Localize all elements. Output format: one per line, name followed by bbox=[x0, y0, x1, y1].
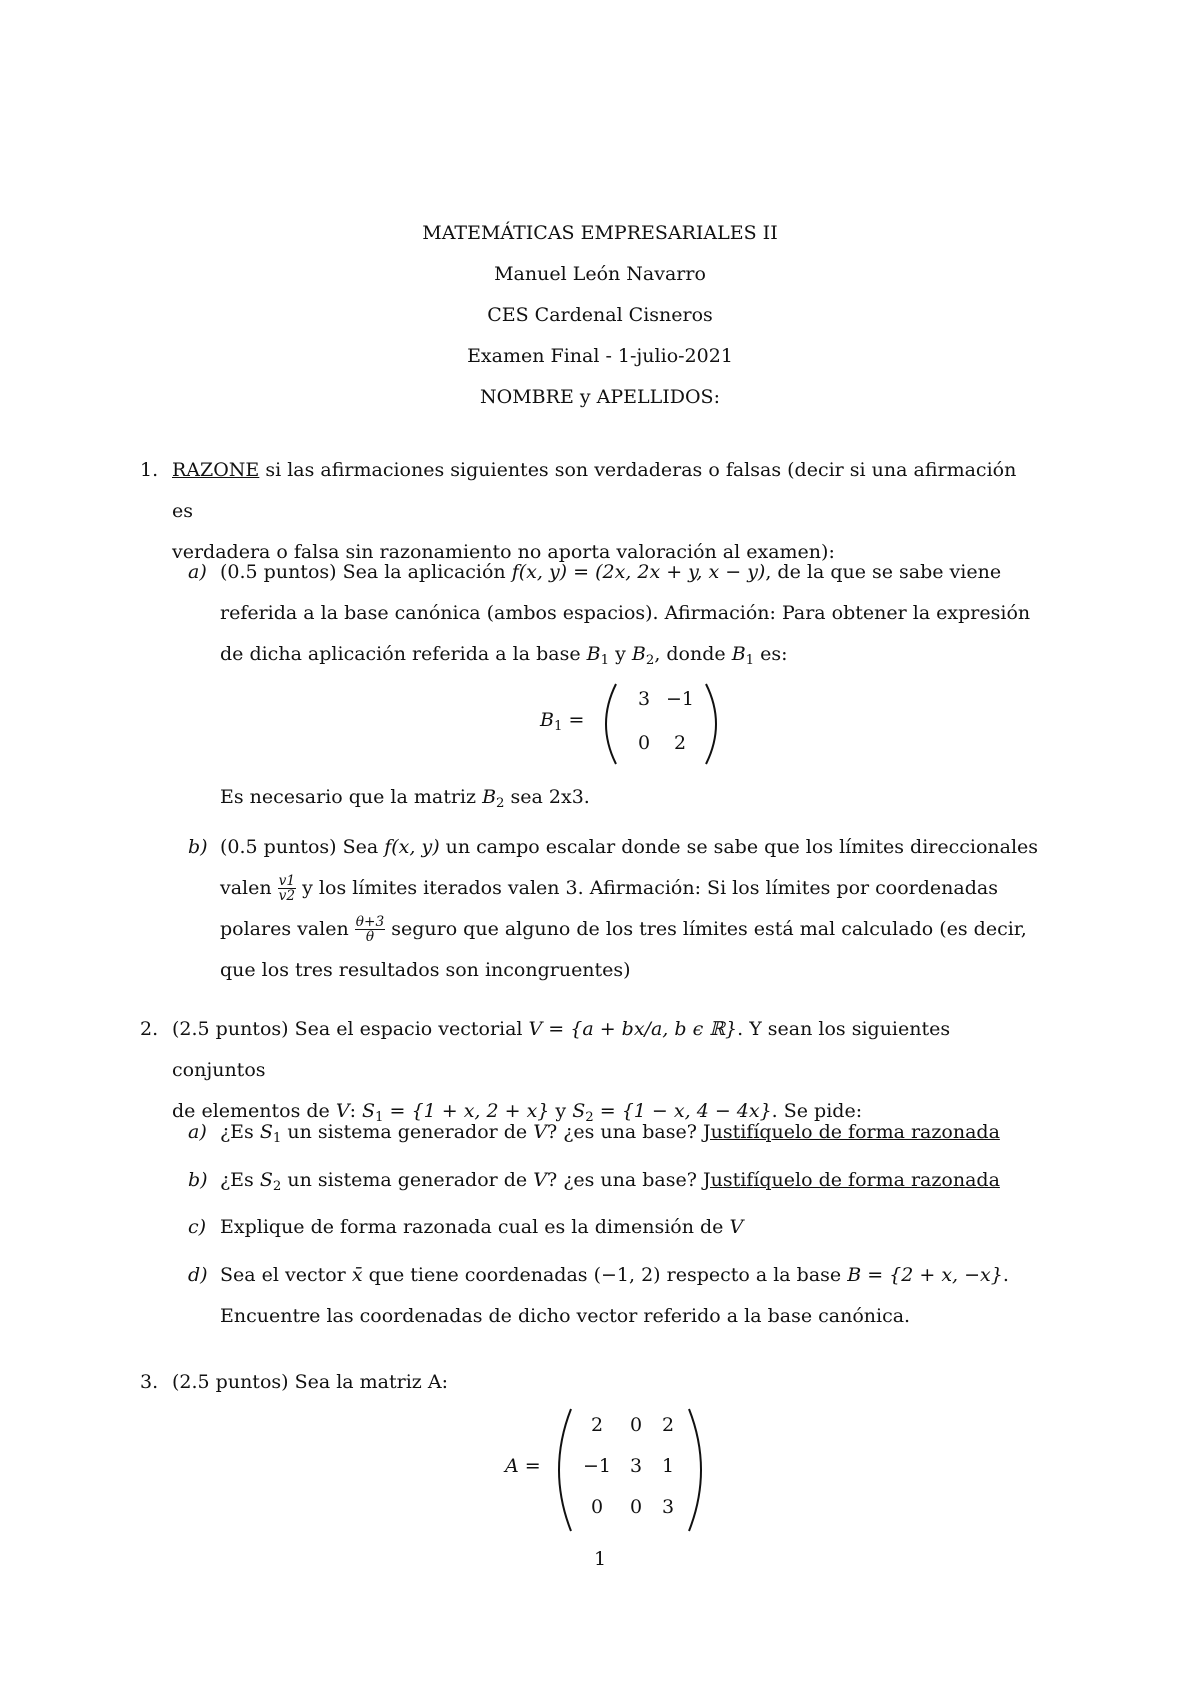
symbol: S bbox=[362, 1100, 376, 1122]
matrix-b1 bbox=[540, 680, 720, 768]
text: que tiene coordenadas (−1, 2) respecto a la base bbox=[362, 1264, 848, 1286]
matrix-cell: 3 bbox=[637, 688, 651, 710]
subscript: 1 bbox=[600, 652, 610, 668]
question-3-intro: (2.5 puntos) Sea la matriz A: bbox=[172, 1371, 448, 1393]
text: que los tres resultados son incongruentes) bbox=[220, 959, 631, 981]
matrix-cell: 0 bbox=[629, 1414, 643, 1436]
matrix-cell: 2 bbox=[661, 1414, 675, 1436]
text: Es necesario que la matriz bbox=[220, 786, 483, 808]
subscript: 1 bbox=[375, 1109, 384, 1125]
matrix-cell: 1 bbox=[661, 1455, 675, 1477]
set: = {1 − x, 4 − 4x} bbox=[593, 1100, 772, 1122]
text: un campo escalar donde se sabe que los límites direccionales bbox=[439, 836, 1039, 858]
text: ? ¿es una base? bbox=[546, 1121, 703, 1143]
question-number: 2. bbox=[140, 1018, 159, 1040]
text: (2.5 puntos) Sea el espacio vectorial bbox=[172, 1018, 529, 1040]
text: seguro que alguno de los tres límites está mal calculado (es decir, bbox=[385, 918, 1027, 940]
symbol: V bbox=[533, 1169, 547, 1191]
text: sea 2x3. bbox=[504, 786, 590, 808]
justify-instruction: Justifíquelo de forma razonada bbox=[702, 1169, 1000, 1191]
intro-text-2: verdadera o falsa sin razonamiento no aporta valoración al examen): bbox=[172, 541, 835, 563]
equals: = bbox=[518, 1455, 541, 1477]
subscript: 1 bbox=[553, 718, 563, 734]
matrix-cell: 0 bbox=[590, 1496, 604, 1518]
keyword-razone: RAZONE bbox=[172, 459, 260, 481]
sub-label: c) bbox=[188, 1216, 207, 1238]
question-number: 1. bbox=[140, 459, 159, 481]
text: polares valen bbox=[220, 918, 355, 940]
symbol: B bbox=[540, 709, 554, 731]
question-2b bbox=[220, 1160, 1040, 1201]
justify-instruction: Justifíquelo de forma razonada bbox=[702, 1121, 1000, 1143]
symbol: S bbox=[259, 1169, 273, 1191]
fraction bbox=[278, 874, 296, 904]
course-title: MATEMÁTICAS EMPRESARIALES II bbox=[422, 222, 778, 244]
matrix-cell: −1 bbox=[665, 688, 694, 710]
fraction-bottom: v2 bbox=[278, 888, 296, 905]
intro-text: si las afirmaciones siguientes son verdaderas o falsas (decir si una afirmación es bbox=[172, 459, 1017, 522]
text: es: bbox=[754, 643, 788, 665]
symbol: B bbox=[482, 786, 497, 808]
text: . Y sean los siguientes conjuntos bbox=[172, 1018, 951, 1081]
sub-label: b) bbox=[188, 836, 208, 858]
symbol: B bbox=[631, 643, 646, 665]
text: (0.5 puntos) Sea bbox=[220, 836, 385, 858]
symbol: B bbox=[731, 643, 746, 665]
vector-symbol: x̄ bbox=[351, 1264, 363, 1286]
matrix-a bbox=[505, 1405, 705, 1535]
text: y los límites iterados valen 3. Afirmación: Si los límites por coordenadas bbox=[296, 877, 998, 899]
vector-space-definition: V = {a + bx/a, b ϵ ℝ} bbox=[528, 1018, 738, 1040]
question-2c bbox=[220, 1207, 1040, 1248]
sub-label: b) bbox=[188, 1169, 208, 1191]
text: Encuentre las coordenadas de dicho vector referido a la base canónica. bbox=[220, 1305, 911, 1327]
symbol: B bbox=[586, 643, 601, 665]
text: referida a la base canónica (ambos espacios). Afirmación: Para obtener la expresión bbox=[220, 602, 1031, 624]
author-name: Manuel León Navarro bbox=[494, 263, 706, 285]
symbol: S bbox=[572, 1100, 586, 1122]
institution-name: CES Cardenal Cisneros bbox=[487, 304, 713, 326]
text: de elementos de bbox=[172, 1100, 336, 1122]
matrix-cell: 0 bbox=[637, 732, 651, 754]
symbol: V bbox=[335, 1100, 350, 1122]
subscript: 1 bbox=[272, 1130, 282, 1146]
matrix-cell: 2 bbox=[673, 732, 687, 754]
question-number: 3. bbox=[140, 1371, 159, 1393]
student-name-field: NOMBRE y APELLIDOS: bbox=[480, 386, 720, 408]
equals: = bbox=[562, 709, 585, 731]
text: de dicha aplicación referida a la base bbox=[220, 643, 587, 665]
fraction-bottom: θ bbox=[365, 929, 375, 946]
text: y bbox=[609, 643, 632, 665]
matrix-cell: 3 bbox=[629, 1455, 643, 1477]
subscript: 1 bbox=[745, 652, 755, 668]
text: Sea el vector bbox=[220, 1264, 352, 1286]
text: , de la que se sabe viene bbox=[765, 561, 1002, 583]
page-number: 1 bbox=[593, 1548, 607, 1570]
text: ¿Es bbox=[220, 1121, 260, 1143]
symbol: V bbox=[729, 1216, 744, 1238]
sub-label: a) bbox=[188, 561, 207, 583]
fraction-top: v1 bbox=[278, 872, 296, 889]
question-2d bbox=[220, 1255, 1040, 1337]
question-1b bbox=[220, 827, 1040, 991]
matrix-cell: 2 bbox=[590, 1414, 604, 1436]
subscript: 2 bbox=[496, 795, 505, 811]
symbol: V bbox=[533, 1121, 547, 1143]
matrix-cell: −1 bbox=[582, 1455, 611, 1477]
text: un sistema generador de bbox=[281, 1169, 534, 1191]
text: , donde bbox=[654, 643, 732, 665]
subscript: 2 bbox=[645, 652, 655, 668]
fraction bbox=[355, 915, 385, 945]
matrix-cell: 3 bbox=[661, 1496, 675, 1518]
symbol: S bbox=[259, 1121, 273, 1143]
function-expression: f(x, y) bbox=[384, 836, 440, 858]
function-expression: f(x, y) = (2x, 2x + y, x − y) bbox=[511, 561, 766, 583]
text: y bbox=[549, 1100, 573, 1122]
sub-label: a) bbox=[188, 1121, 207, 1143]
set: = {1 + x, 2 + x} bbox=[383, 1100, 550, 1122]
text: ¿Es bbox=[220, 1169, 260, 1191]
text: : bbox=[349, 1100, 363, 1122]
text: ? ¿es una base? bbox=[546, 1169, 703, 1191]
symbol: A bbox=[505, 1455, 519, 1477]
question-1a bbox=[220, 552, 1040, 675]
text: . bbox=[1002, 1264, 1009, 1286]
text: . Se pide: bbox=[771, 1100, 863, 1122]
text: valen bbox=[220, 877, 278, 899]
question-1a-closing bbox=[220, 777, 1040, 818]
text: Explique de forma razonada cual es la dimensión de bbox=[220, 1216, 730, 1238]
text: un sistema generador de bbox=[281, 1121, 534, 1143]
matrix-cell: 0 bbox=[629, 1496, 643, 1518]
base-set: B = {2 + x, −x} bbox=[847, 1264, 1003, 1286]
subscript: 2 bbox=[585, 1109, 594, 1125]
fraction-top: θ+3 bbox=[355, 913, 385, 930]
text: (0.5 puntos) Sea la aplicación bbox=[220, 561, 512, 583]
sub-label: d) bbox=[188, 1264, 208, 1286]
subscript: 2 bbox=[272, 1178, 282, 1194]
exam-info: Examen Final - 1-julio-2021 bbox=[467, 345, 733, 367]
